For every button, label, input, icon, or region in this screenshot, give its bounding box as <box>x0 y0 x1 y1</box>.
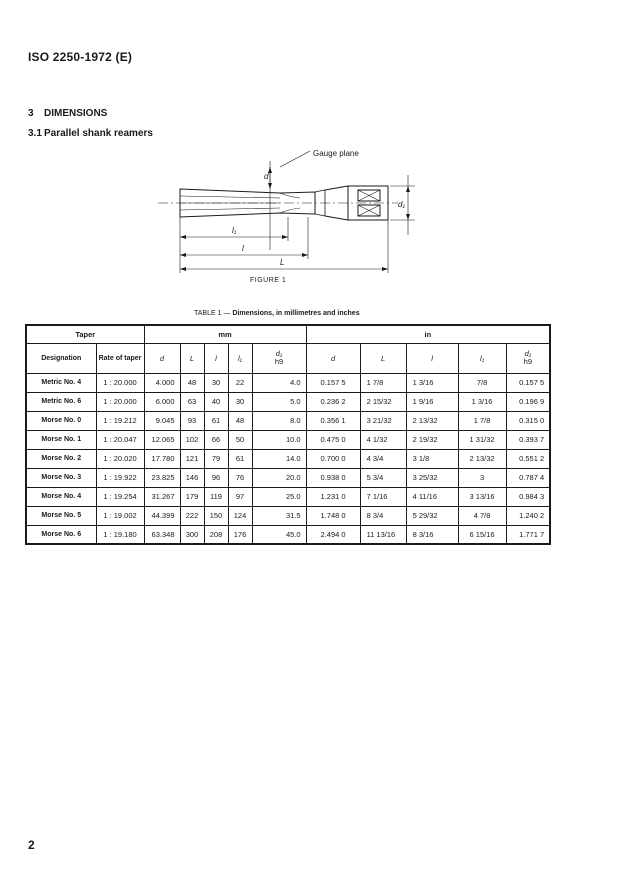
col-mm-l1: l₁ <box>228 343 252 373</box>
cell-l1: 76 <box>228 468 252 487</box>
table-row <box>26 525 550 544</box>
d-label: d <box>264 172 269 181</box>
cell-in-l: 4 11/16 <box>406 487 458 506</box>
cell-d: 44.399 <box>144 506 180 525</box>
section-heading <box>28 108 107 119</box>
cell-in-l1: 1 31/32 <box>458 430 506 449</box>
table-row <box>26 430 550 449</box>
table-row <box>26 411 550 430</box>
cell-l1: 48 <box>228 411 252 430</box>
cell-d: 17.780 <box>144 449 180 468</box>
cell-L: 146 <box>180 468 204 487</box>
cell-d: 63.348 <box>144 525 180 544</box>
table-row <box>26 373 550 392</box>
cell-rate: 1 : 19.002 <box>96 506 144 525</box>
cell-d1: 31.5 <box>252 506 306 525</box>
cell-in-d1: 0.551 2 <box>506 449 550 468</box>
cell-rate: 1 : 20.000 <box>96 392 144 411</box>
cell-L: 63 <box>180 392 204 411</box>
col-in-d1 <box>506 343 550 373</box>
cell-l: 119 <box>204 487 228 506</box>
cell-designation: Metric No. 6 <box>26 392 96 411</box>
figure-caption: FIGURE 1 <box>250 277 287 284</box>
cell-in-l: 3 25/32 <box>406 468 458 487</box>
cell-in-d1: 1.240 2 <box>506 506 550 525</box>
cell-l: 208 <box>204 525 228 544</box>
cell-l1: 124 <box>228 506 252 525</box>
cell-L: 48 <box>180 373 204 392</box>
cell-in-l: 3 1/8 <box>406 449 458 468</box>
cell-in-d: 0.157 5 <box>306 373 360 392</box>
cell-in-d: 0.475 0 <box>306 430 360 449</box>
cell-in-L: 2 15/32 <box>360 392 406 411</box>
cell-d1: 5.0 <box>252 392 306 411</box>
cell-in-d1: 0.984 3 <box>506 487 550 506</box>
cell-in-l1: 1 3/16 <box>458 392 506 411</box>
cell-l1: 97 <box>228 487 252 506</box>
cell-d1: 14.0 <box>252 449 306 468</box>
table-row <box>26 392 550 411</box>
col-mm-d1 <box>252 343 306 373</box>
cell-rate: 1 : 20.047 <box>96 430 144 449</box>
cell-in-l1: 4 7/8 <box>458 506 506 525</box>
cell-d1: 10.0 <box>252 430 306 449</box>
cell-l: 96 <box>204 468 228 487</box>
col-in-d1-tolerance: h9 <box>523 357 533 366</box>
cell-d: 9.045 <box>144 411 180 430</box>
table-caption <box>194 310 360 317</box>
L-label: L <box>280 258 285 267</box>
cell-in-l1: 7/8 <box>458 373 506 392</box>
cell-d: 4.000 <box>144 373 180 392</box>
cell-in-d1: 1.771 7 <box>506 525 550 544</box>
cell-in-L: 3 21/32 <box>360 411 406 430</box>
cell-d: 23.825 <box>144 468 180 487</box>
cell-in-l: 1 3/16 <box>406 373 458 392</box>
cell-in-d1: 0.157 5 <box>506 373 550 392</box>
col-mm-l: l <box>204 343 228 373</box>
cell-l: 61 <box>204 411 228 430</box>
cell-l1: 50 <box>228 430 252 449</box>
col-in-l: l <box>406 343 458 373</box>
cell-in-l: 2 19/32 <box>406 430 458 449</box>
cell-l1: 61 <box>228 449 252 468</box>
cell-in-l1: 2 13/32 <box>458 449 506 468</box>
col-in-d1-symbol: d₁ <box>524 349 532 358</box>
cell-in-l: 1 9/16 <box>406 392 458 411</box>
cell-in-d: 1.748 0 <box>306 506 360 525</box>
d1-label: d₁ <box>398 200 405 209</box>
cell-d: 31.267 <box>144 487 180 506</box>
cell-designation: Metric No. 4 <box>26 373 96 392</box>
cell-l1: 176 <box>228 525 252 544</box>
cell-L: 93 <box>180 411 204 430</box>
table-row <box>26 449 550 468</box>
cell-in-l: 2 13/32 <box>406 411 458 430</box>
cell-designation: Morse No. 3 <box>26 468 96 487</box>
subsection-heading <box>28 128 153 139</box>
col-mm-d1-symbol: d₁ <box>275 349 283 358</box>
cell-in-l1: 1 7/8 <box>458 411 506 430</box>
cell-l1: 22 <box>228 373 252 392</box>
cell-in-d1: 0.393 7 <box>506 430 550 449</box>
cell-in-d: 0.236 2 <box>306 392 360 411</box>
col-in-L: L <box>360 343 406 373</box>
cell-in-l: 5 29/32 <box>406 506 458 525</box>
subsection-number: 3.1 <box>28 128 42 139</box>
cell-rate: 1 : 20.000 <box>96 373 144 392</box>
cell-designation: Morse No. 5 <box>26 506 96 525</box>
cell-L: 222 <box>180 506 204 525</box>
cell-in-l1: 3 <box>458 468 506 487</box>
cell-in-L: 4 3/4 <box>360 449 406 468</box>
col-mm-d: d <box>144 343 180 373</box>
table-row <box>26 487 550 506</box>
cell-in-l1: 6 15/16 <box>458 525 506 544</box>
cell-designation: Morse No. 6 <box>26 525 96 544</box>
cell-l: 79 <box>204 449 228 468</box>
col-designation: Designation <box>26 343 96 373</box>
cell-d1: 20.0 <box>252 468 306 487</box>
section-number: 3 <box>28 108 34 119</box>
subsection-title: Parallel shank reamers <box>44 128 153 139</box>
cell-in-d: 2.494 0 <box>306 525 360 544</box>
cell-rate: 1 : 19.922 <box>96 468 144 487</box>
cell-d1: 45.0 <box>252 525 306 544</box>
cell-in-d1: 0.787 4 <box>506 468 550 487</box>
col-in-d: d <box>306 343 360 373</box>
cell-in-L: 5 3/4 <box>360 468 406 487</box>
document-id: ISO 2250-1972 (E) <box>28 50 133 64</box>
cell-L: 300 <box>180 525 204 544</box>
reamer-drawing <box>140 145 405 275</box>
table-caption-text: Dimensions, in millimetres and inches <box>232 310 360 317</box>
cell-in-l1: 3 13/16 <box>458 487 506 506</box>
taper-group-header: Taper <box>26 325 144 343</box>
cell-in-L: 4 1/32 <box>360 430 406 449</box>
gauge-plane-leader <box>280 151 310 167</box>
cell-l: 40 <box>204 392 228 411</box>
table-row <box>26 506 550 525</box>
cell-rate: 1 : 19.180 <box>96 525 144 544</box>
cell-rate: 1 : 19.212 <box>96 411 144 430</box>
cell-d1: 25.0 <box>252 487 306 506</box>
table-row <box>26 468 550 487</box>
cell-designation: Morse No. 4 <box>26 487 96 506</box>
cell-d: 6.000 <box>144 392 180 411</box>
cell-in-L: 7 1/16 <box>360 487 406 506</box>
cell-in-d: 0.356 1 <box>306 411 360 430</box>
cell-l: 30 <box>204 373 228 392</box>
cell-l: 66 <box>204 430 228 449</box>
cell-in-L: 8 3/4 <box>360 506 406 525</box>
cell-in-d: 0.938 0 <box>306 468 360 487</box>
cell-in-L: 1 7/8 <box>360 373 406 392</box>
cell-in-d: 0.700 0 <box>306 449 360 468</box>
cell-designation: Morse No. 1 <box>26 430 96 449</box>
l1-label: l₁ <box>232 226 237 235</box>
cell-in-d: 1.231 0 <box>306 487 360 506</box>
in-group-header: in <box>306 325 550 343</box>
table-caption-prefix: TABLE 1 — <box>194 310 233 317</box>
table-body <box>26 373 550 544</box>
cell-designation: Morse No. 0 <box>26 411 96 430</box>
mm-group-header: mm <box>144 325 306 343</box>
cell-in-d1: 0.196 9 <box>506 392 550 411</box>
cell-rate: 1 : 20.020 <box>96 449 144 468</box>
section-title: DIMENSIONS <box>44 108 108 119</box>
cell-in-l: 8 3/16 <box>406 525 458 544</box>
cell-L: 102 <box>180 430 204 449</box>
page-number: 2 <box>28 838 35 852</box>
cell-L: 179 <box>180 487 204 506</box>
l-label: l <box>242 244 244 253</box>
cell-in-L: 11 13/16 <box>360 525 406 544</box>
cell-rate: 1 : 19.254 <box>96 487 144 506</box>
col-in-l1: l₁ <box>458 343 506 373</box>
gauge-plane-callout: Gauge plane <box>313 149 359 158</box>
dimensions-table <box>25 324 551 545</box>
group-header-row <box>26 325 550 343</box>
cell-designation: Morse No. 2 <box>26 449 96 468</box>
cell-d1: 4.0 <box>252 373 306 392</box>
col-mm-d1-tolerance: h9 <box>274 357 284 366</box>
cell-l1: 30 <box>228 392 252 411</box>
cell-in-d1: 0.315 0 <box>506 411 550 430</box>
cell-L: 121 <box>180 449 204 468</box>
cell-d: 12.065 <box>144 430 180 449</box>
col-rate-of-taper: Rate of taper <box>96 343 144 373</box>
column-header-row <box>26 343 550 373</box>
cell-l: 150 <box>204 506 228 525</box>
cell-d1: 8.0 <box>252 411 306 430</box>
col-mm-L: L <box>180 343 204 373</box>
